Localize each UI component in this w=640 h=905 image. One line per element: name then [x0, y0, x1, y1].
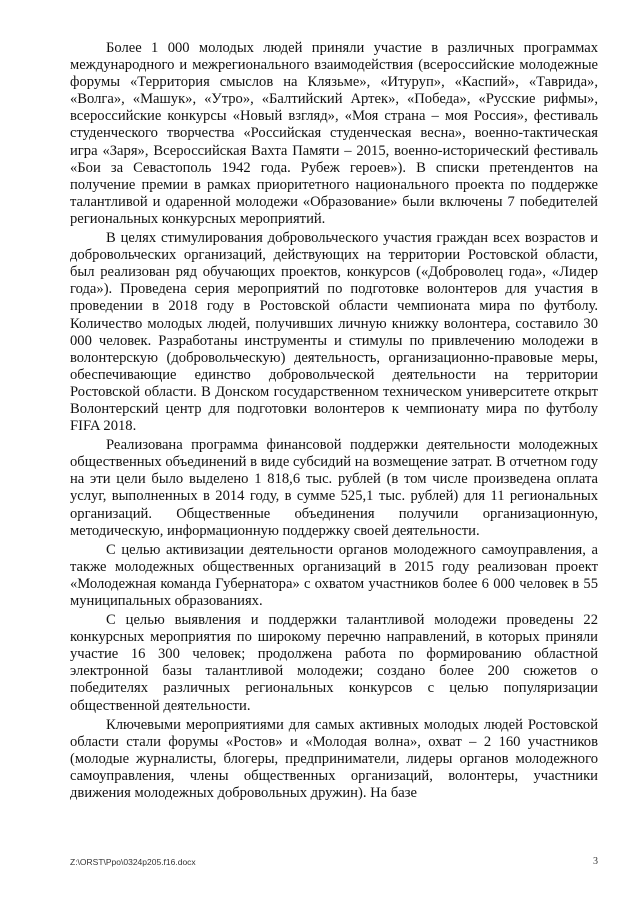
footer-file-path: Z:\ORST\Ppo\0324p205.f16.docx — [70, 857, 196, 867]
page-number: 3 — [593, 856, 598, 867]
document-body — [70, 40, 598, 802]
paragraph-self-government: С целью активизации деятельности органов молодежного самоуправления, а также молодежных общественных организаций в 2015 году реализован проект «Молодежная команда Губернатора» с охватом участников более 6 000 человек в 55 муниципальных образованиях. — [70, 541, 598, 609]
paragraph-volunteering: В целях стимулирования добровольческого участия граждан всех возрастов и добровольческих организаций, действующих на территории Ростовской области, был реализован ряд обучающих проектов, конкурсов («Доброволец года», «Лидер года»). Проведена серия мероприятий по подготовке волонтеров для участия в проведении в 2018 году в Ростовской области чемпионата мира по футболу. Количество молодых людей, получивших личную книжку волонтера, составило 30 000 человек. Разработаны инструменты и стимулы по привлечению молодежи в волонтерскую (добровольческую) деятельность, организационно-правовые меры, обеспечивающие единство добровольческой деятельности на территории Ростовской области. В Донском государственном техническом университете открыт Волонтерский центр для подготовки волонтеров к чемпионату мира по футболу FIFA 2018. — [70, 230, 598, 435]
paragraph-participation: Более 1 000 молодых людей приняли участие в различных программах международного и межрегионального взаимодействия (всероссийские молодежные форумы «Территория смыслов на Клязьме», «Итуруп», «Каспий», «Таврида», «Волга», «Машук», «Утро», «Балтийский Артек», «Победа», «Русские рифмы», всероссийские конкурсы «Новый взгляд», «Моя страна – моя Россия», фестиваль студенческого творчества «Российская студенческая весна», военно-тактическая игра «Заря», Всероссийская Вахта Памяти – 2015, военно-исторический фестиваль «Бои за Севастополь 1942 года. Рубеж героев»). В списки претендентов на получение премии в рамках приоритетного национального проекта по поддержке талантливой и одаренной молодежи «Образование» были включены 7 победителей региональных конкурсных мероприятий. — [70, 40, 598, 227]
paragraph-talented-youth: С целью выявления и поддержки талантливой молодежи проведены 22 конкурсных мероприятия по широкому перечню направлений, в которых приняли участие 16 300 человек; продолжена работа по формированию областной электронной базы талантливой молодежи; создано более 200 сюжетов о победителях различных региональных конкурсов с целью популяризации общественной деятельности. — [70, 612, 598, 714]
paragraph-key-events: Ключевыми мероприятиями для самых активных молодых людей Ростовской области стали форумы «Ростов» и «Молодая волна», охват – 2 160 участников (молодые журналисты, блогеры, предприниматели, лидеры органов молодежного самоуправления, члены общественных организаций, волонтеры, участники движения молодежных добровольных дружин). На базе — [70, 716, 598, 802]
paragraph-financial-support: Реализована программа финансовой поддержки деятельности молодежных общественных объединений в виде субсидий на возмещение затрат. В отчетном году на эти цели было выделено 1 818,6 тыс. рублей (в том числе произведена оплата услуг, выполненных в 2014 году, в сумме 525,1 тыс. рублей) для 11 региональных организаций. Общественные объединения получили организационную, методическую, информационную поддержку своей деятельности. — [70, 437, 598, 539]
